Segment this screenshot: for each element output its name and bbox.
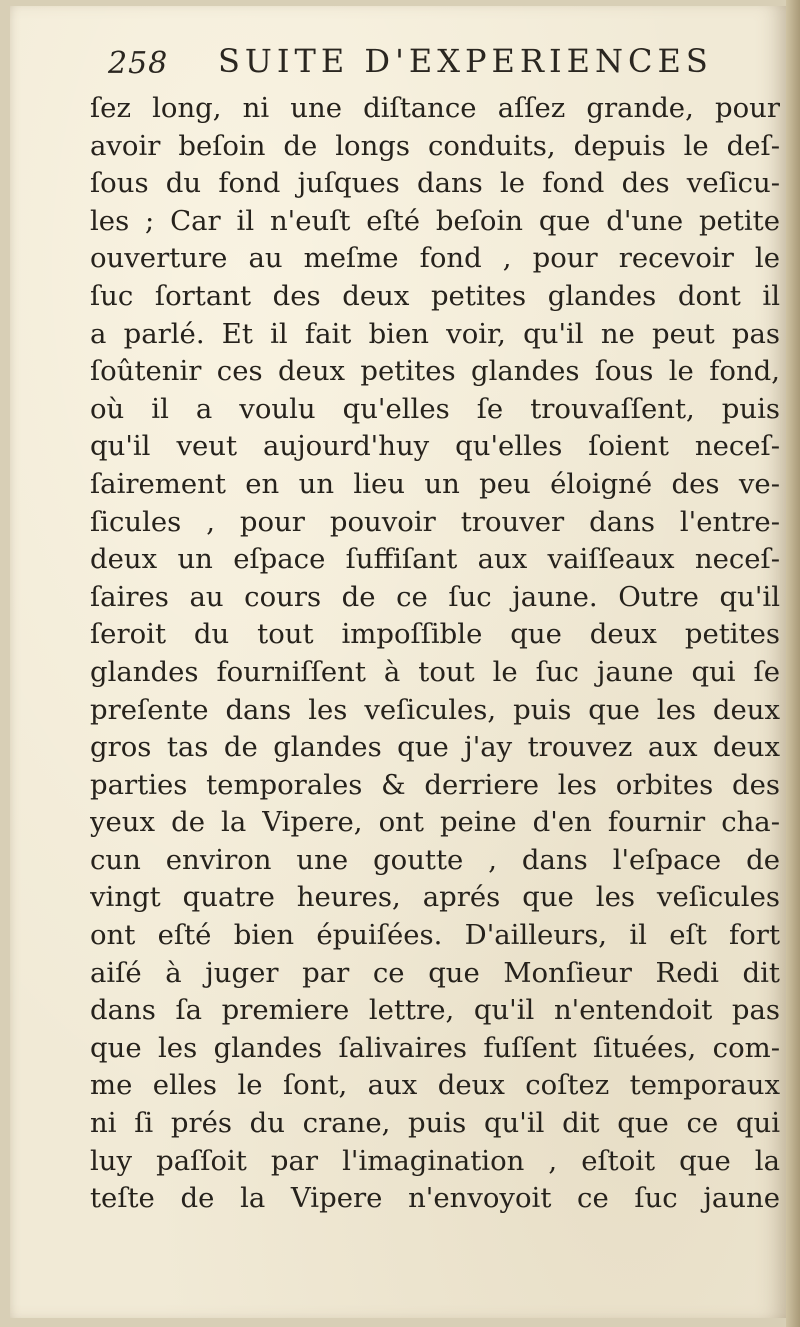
text-line: teſte de la Vipere n'envoyoit ce ſuc jaune: [90, 1182, 780, 1215]
text-line: luy paſſoit par l'imagination , eſtoit que la: [90, 1144, 780, 1177]
body-text: [90, 90, 780, 1218]
running-head: SUITE D'EXPERIENCES: [218, 42, 713, 80]
text-line: cun environ une goutte , dans l'eſpace de: [90, 843, 780, 876]
text-line: ont eſté bien épuiſées. D'ailleurs, il eſt fort: [90, 919, 780, 952]
text-line: yeux de la Vipere, ont peine d'en fournir cha-: [90, 806, 780, 839]
text-line: aiſé à juger par ce que Monſieur Redi dit: [90, 956, 780, 989]
text-line: les ; Car il n'euſt eſté beſoin que d'une petite: [90, 204, 780, 237]
text-line: me elles le ſont, aux deux coſtez temporaux: [90, 1069, 780, 1102]
text-line: que les glandes ſalivaires fuſſent ſituées, com-: [90, 1031, 780, 1064]
text-line: qu'il veut aujourd'huy qu'elles ſoient neceſ-: [90, 430, 780, 463]
text-line: ſicules , pour pouvoir trouver dans l'entre-: [90, 505, 780, 538]
text-line: a parlé. Et il fait bien voir, qu'il ne peut pas: [90, 317, 780, 350]
page-header: [108, 42, 713, 86]
text-line: glandes fourniſſent à tout le ſuc jaune qui ſe: [90, 655, 780, 688]
book-gutter-edge: [786, 0, 800, 1327]
text-line: ſuc ſortant des deux petites glandes dont il: [90, 279, 780, 312]
text-line: ſaires au cours de ce ſuc jaune. Outre qu'il: [90, 580, 780, 613]
text-line: où il a voulu qu'elles ſe trouvaſſent, puis: [90, 392, 780, 425]
text-line: ſez long, ni une diſtance aſſez grande, pour: [90, 92, 780, 124]
text-line: parties temporales & derriere les orbites des: [90, 768, 780, 801]
text-line: ſous du fond juſques dans le fond des veſicu-: [90, 167, 780, 200]
text-line: dans ſa premiere lettre, qu'il n'entendoit pas: [90, 994, 780, 1027]
text-line: ſairement en un lieu un peu éloigné des ve-: [90, 467, 780, 500]
text-line: ſeroit du tout impoſſible que deux petites: [90, 618, 780, 651]
text-line: avoir beſoin de longs conduits, depuis le deſ-: [90, 129, 780, 162]
text-line: ni ſi prés du crane, puis qu'il dit que ce qui: [90, 1107, 780, 1140]
page-number: 258: [108, 46, 169, 81]
text-line: vingt quatre heures, aprés que les veſicules: [90, 881, 780, 914]
text-line: gros tas de glandes que j'ay trouvez aux deux: [90, 731, 780, 764]
text-line: preſente dans les veſicules, puis que les deux: [90, 693, 780, 726]
text-line: ouverture au meſme fond , pour recevoir le: [90, 242, 780, 275]
text-line: ſoûtenir ces deux petites glandes ſous le fond,: [90, 355, 780, 388]
text-line: deux un eſpace ſuffiſant aux vaiſſeaux neceſ-: [90, 543, 780, 576]
